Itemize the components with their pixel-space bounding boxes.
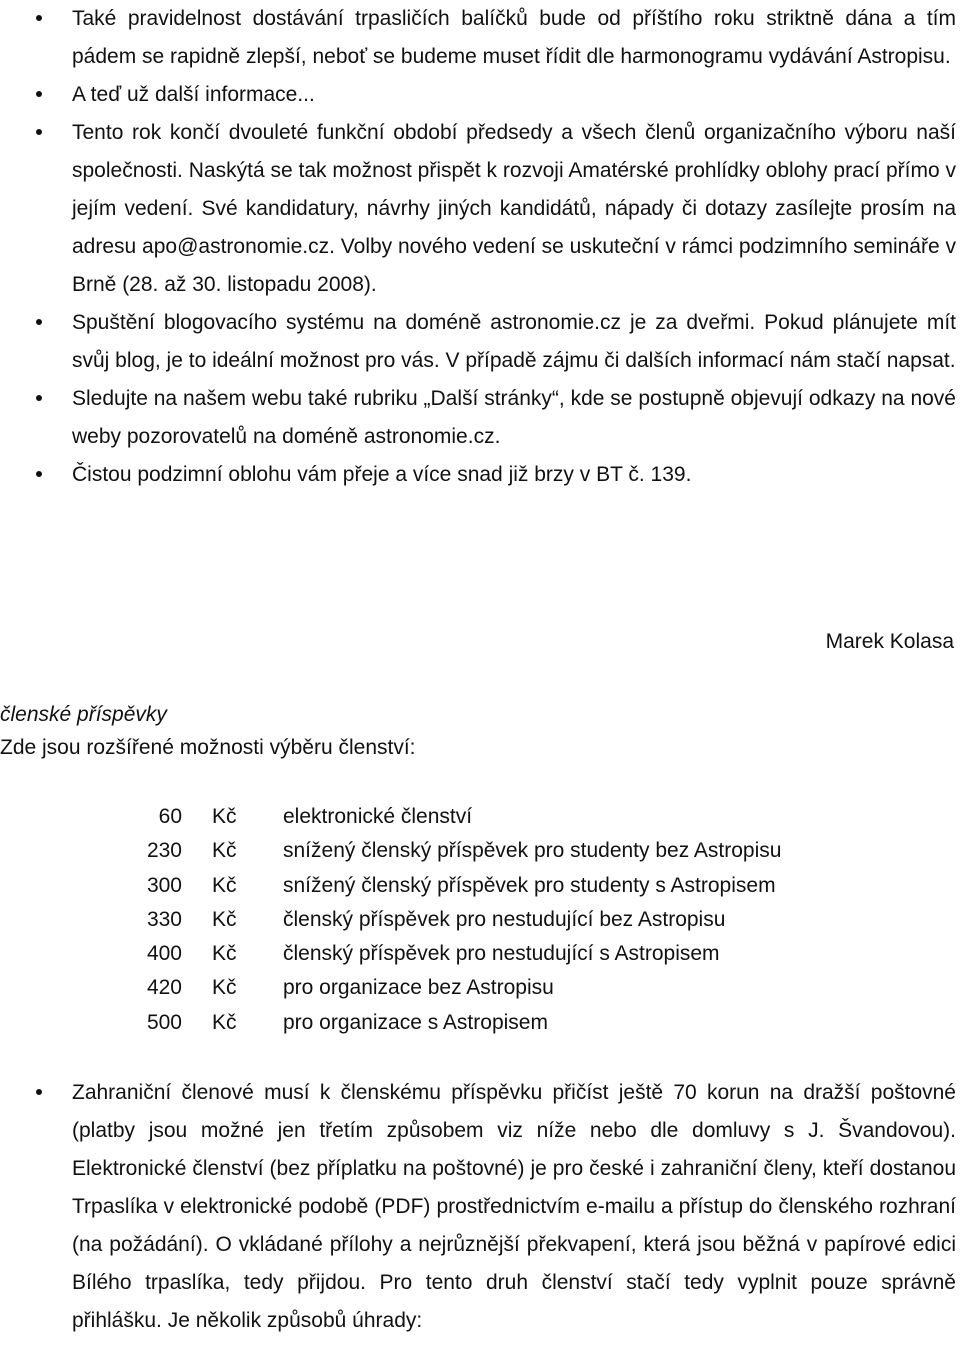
section-intro: Zde jsou rozšířené možnosti výběru členství: [0, 736, 416, 759]
bullet-dot [36, 471, 42, 477]
fee-amount: 500 [146, 1010, 182, 1034]
fee-currency: Kč [212, 976, 237, 1000]
bullet-text: Spuštění blogovacího systému na doméně astronomie.cz je za dveřmi. Pokud plánujete mít svůj blog, je to ideální možnost pro vás. V případě zájmu či dalších informací nám stačí napsat. [72, 311, 956, 372]
fee-currency: Kč [212, 873, 237, 897]
bullet-dot [36, 1089, 42, 1095]
bullet-dot [36, 15, 42, 21]
fee-row [0, 1006, 960, 1040]
fee-row [0, 800, 960, 834]
news-bullet-list [0, 0, 960, 494]
membership-note-list [0, 1074, 960, 1340]
fee-amount: 420 [146, 976, 182, 1000]
author-signature: Marek Kolasa [825, 630, 954, 653]
bullet-text: Také pravidelnost dostávání trpasličích balíčků bude od příštího roku striktně dána a tím pádem se rapidně zlepší, neboť se budeme muset řídit dle harmonogramu vydávání Astropisu. [72, 7, 956, 68]
bullet-text: A teď už další informace... [72, 83, 315, 106]
fee-description: snížený členský příspěvek pro studenty bez Astropisu [283, 839, 782, 863]
fee-row [0, 937, 960, 971]
fee-row [0, 971, 960, 1005]
bullet-text: Sledujte na našem webu také rubriku „Další stránky“, kde se postupně objevují odkazy na nové weby pozorovatelů na doméně astronomie.cz. [72, 387, 956, 448]
fee-currency: Kč [212, 839, 237, 863]
bullet-dot [36, 91, 42, 97]
bullet-text: Čistou podzimní oblohu vám přeje a více snad již brzy v BT č. 139. [72, 463, 692, 486]
fee-currency: Kč [212, 942, 237, 966]
bullet-dot [36, 395, 42, 401]
fee-row [0, 834, 960, 868]
fee-amount: 400 [146, 942, 182, 966]
fee-row [0, 903, 960, 937]
fee-description: pro organizace bez Astropisu [283, 976, 554, 1000]
bullet-item [0, 456, 960, 494]
fee-row [0, 869, 960, 903]
bullet-item [0, 0, 960, 76]
fee-description: členský příspěvek pro nestudující s Astropisem [283, 942, 720, 966]
fee-amount: 230 [146, 839, 182, 863]
fee-description: elektronické členství [283, 805, 473, 828]
fee-table [0, 800, 960, 1040]
bullet-text: Tento rok končí dvouleté funkční období předsedy a všech členů organizačního výboru naší společnosti. Naskýtá se tak možnost přispět k rozvoji Amatérské prohlídky oblohy prací přímo v jejím vedení. Své kandidatury, návrhy jiných kandidátů, nápady či dotazy zasílejte prosím na adresu apo@astronomie.cz. Volby nového vedení se uskuteční v rámci podzimního semináře v Brně (28. až 30. listopadu 2008). [72, 121, 956, 296]
bullet-item [0, 380, 960, 456]
bullet-dot [36, 319, 42, 325]
fee-currency: Kč [212, 805, 237, 828]
bullet-item [0, 76, 960, 114]
bullet-text: Zahraniční členové musí k členskému příspěvku přičíst ještě 70 korun na dražší poštovné (platby jsou možné jen třetím způsobem viz níže nebo dle domluvy s J. Švandovou). Elektronické členství (bez příplatku na poštovné) je pro české i zahraniční členy, kteří dostanou Trpaslíka v elektronické podobě (PDF) prostřednictvím e-mailu a přístup do členského rozhraní (na požádání). O vkládané přílohy a nejrůznější překvapení, která jsou běžná v papírové edici Bílého trpaslíka, tedy přijdou. Pro tento druh členství stačí tedy vyplnit pouze správně přihlášku. Je několik způsobů úhrady: [72, 1081, 956, 1332]
fee-description: snížený členský příspěvek pro studenty s Astropisem [283, 873, 776, 897]
bullet-item [0, 114, 960, 304]
fee-amount: 300 [146, 873, 182, 897]
fee-amount: 60 [158, 805, 182, 828]
fee-amount: 330 [146, 907, 182, 931]
bullet-item [0, 304, 960, 380]
fee-description: pro organizace s Astropisem [283, 1010, 548, 1034]
fee-description: členský příspěvek pro nestudující bez Astropisu [283, 907, 726, 931]
fee-currency: Kč [212, 1010, 237, 1034]
bullet-dot [36, 129, 42, 135]
fee-currency: Kč [212, 907, 237, 931]
section-title: členské příspěvky [0, 703, 167, 726]
bullet-item [0, 1074, 960, 1340]
